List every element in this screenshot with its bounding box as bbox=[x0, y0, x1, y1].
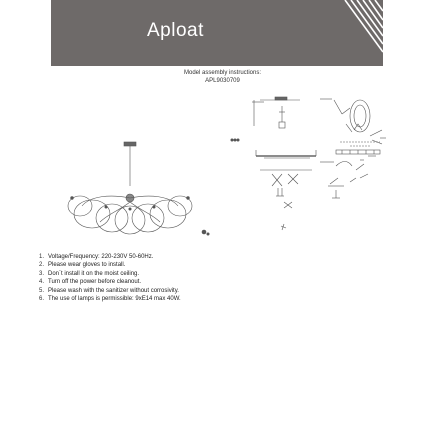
chandelier-illustration bbox=[68, 142, 209, 235]
list-item: 4. Turn off the power before cleanout. bbox=[38, 279, 142, 286]
instruction-list bbox=[38, 253, 388, 303]
brand-logo: Aploat bbox=[147, 20, 204, 41]
list-item: 6. The use of lamps is permissible: 9xE14 max 40W. bbox=[38, 296, 181, 303]
list-item: 2. Please wear gloves to install. bbox=[38, 262, 126, 269]
diagonal-stripes-decoration bbox=[253, 0, 383, 66]
instructions-title: Model assembly instructions: bbox=[183, 70, 262, 76]
brand-header bbox=[51, 0, 383, 66]
ceiling-mount-illustration bbox=[231, 97, 316, 230]
assembly-diagram bbox=[20, 86, 440, 236]
list-item: 5. Please wash with the sanitizer without corrosivity. bbox=[38, 287, 179, 294]
model-number: APL9030709 bbox=[205, 78, 240, 84]
list-item: 1. Voltage/Frequency: 220-230V 50-60Hz. bbox=[38, 254, 154, 260]
wiring-detail-illustration bbox=[320, 99, 386, 198]
list-item: 3. Don`t install it on the moist ceiling. bbox=[38, 270, 140, 277]
